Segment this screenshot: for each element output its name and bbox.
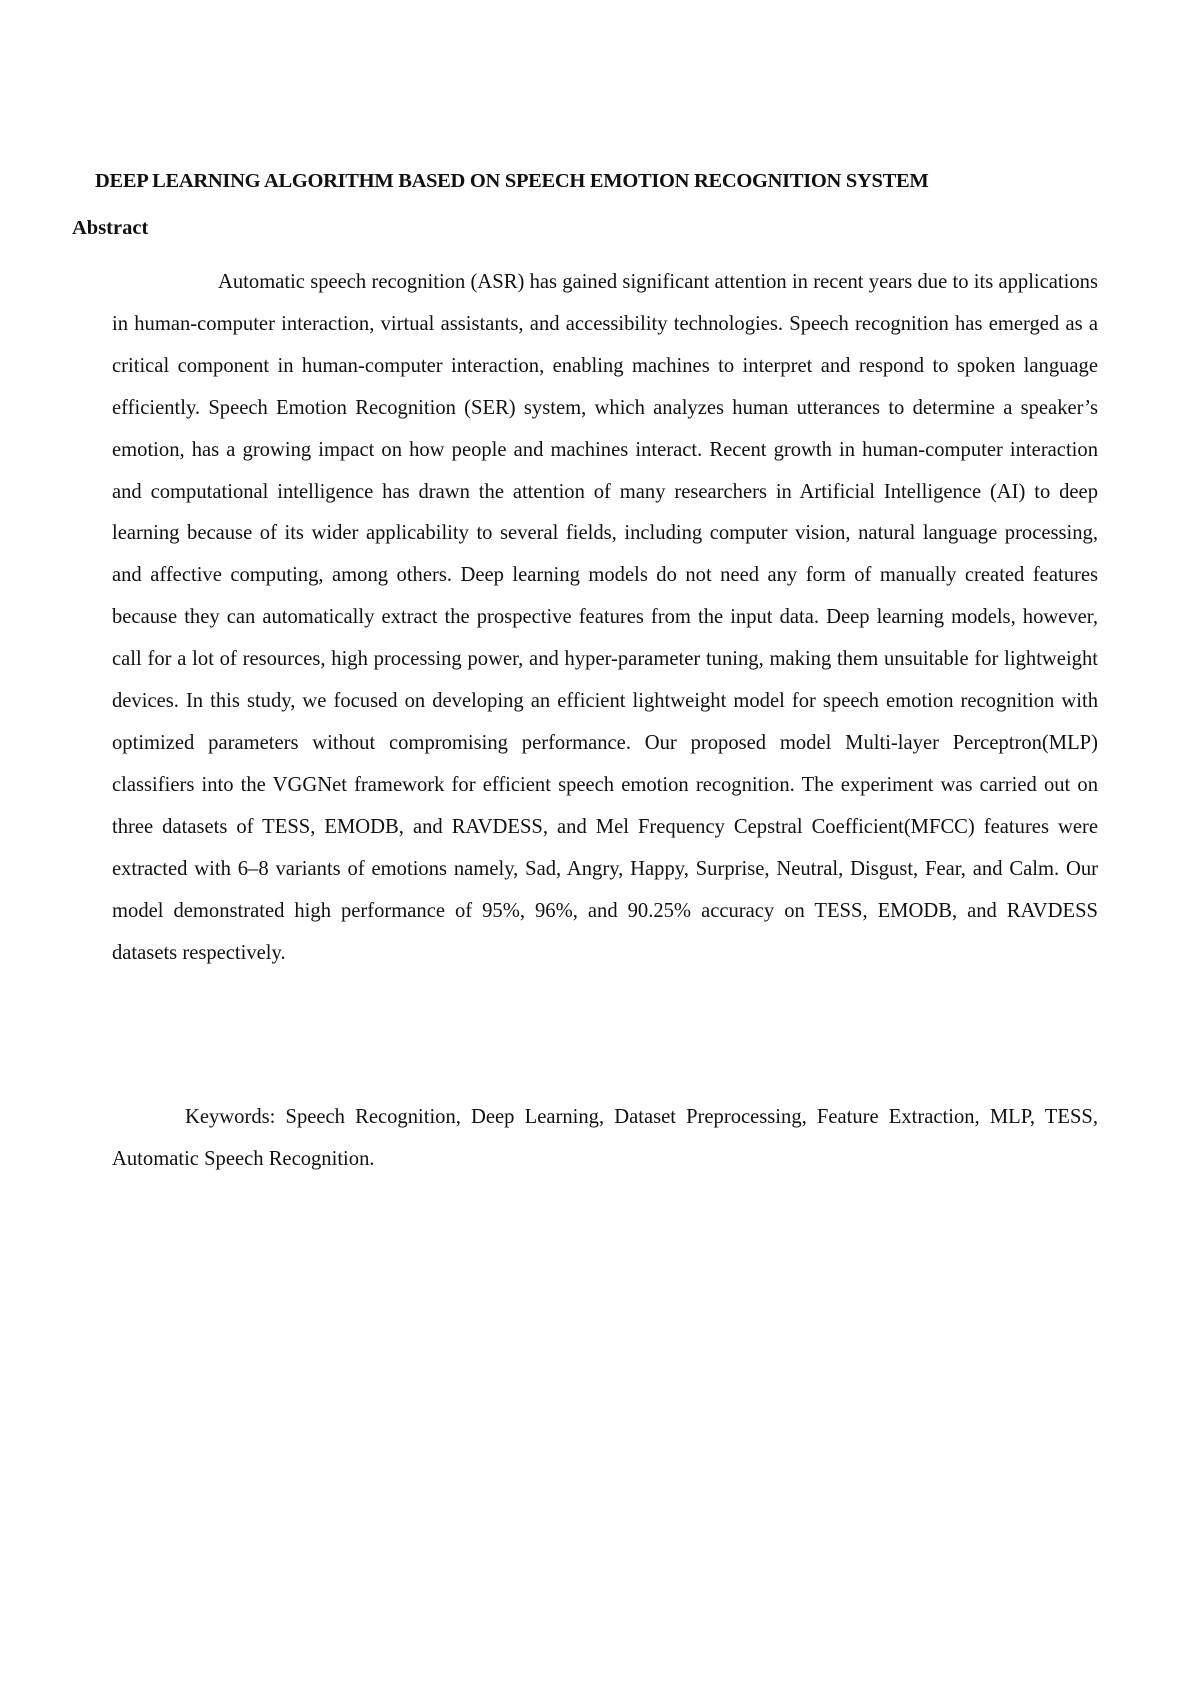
paper-title: DEEP LEARNING ALGORITHM BASED ON SPEECH EMOTION RECOGNITION SYSTEM	[95, 170, 929, 192]
abstract-heading: Abstract	[72, 217, 149, 239]
abstract-paragraph: Automatic speech recognition (ASR) has gained significant attention in recent years due to its applications in human-computer interaction, virtual assistants, and accessibility technologies. Speech recognition has emerged as a critical component in human-computer interaction, enabling machines to interpret and respond to spoken language efficiently. Speech Emotion Recognition (SER) system, which analyzes human utterances to determine a speaker’s emotion, has a growing impact on how people and machines interact. Recent growth in human-computer interaction and computational intelligence has drawn the attention of many researchers in Artificial Intelligence (AI) to deep learning because of its wider applicability to several fields, including computer vision, natural language processing, and affective computing, among others. Deep learning models do not need any form of manually created features because they can automatically extract the prospective features from the input data. Deep learning models, however, call for a lot of resources, high processing power, and hyper-parameter tuning, making them unsuitable for lightweight devices. In this study, we focused on developing an efficient lightweight model for speech emotion recognition with optimized parameters without compromising performance. Our proposed model Multi-layer Perceptron(MLP) classifiers into the VGGNet framework for efficient speech emotion recognition. The experiment was carried out on three datasets of TESS, EMODB, and RAVDESS, and Mel Frequency Cepstral Coefficient(MFCC) features were extracted with 6–8 variants of emotions namely, Sad, Angry, Happy, Surprise, Neutral, Disgust, Fear, and Calm. Our model demonstrated high performance of 95%, 96%, and 90.25% accuracy on TESS, EMODB, and RAVDESS datasets respectively.	[112, 271, 1098, 964]
keywords-paragraph: Keywords: Speech Recognition, Deep Learning, Dataset Preprocessing, Feature Extraction, MLP, TESS, Automatic Speech Recognition.	[112, 1106, 1098, 1170]
